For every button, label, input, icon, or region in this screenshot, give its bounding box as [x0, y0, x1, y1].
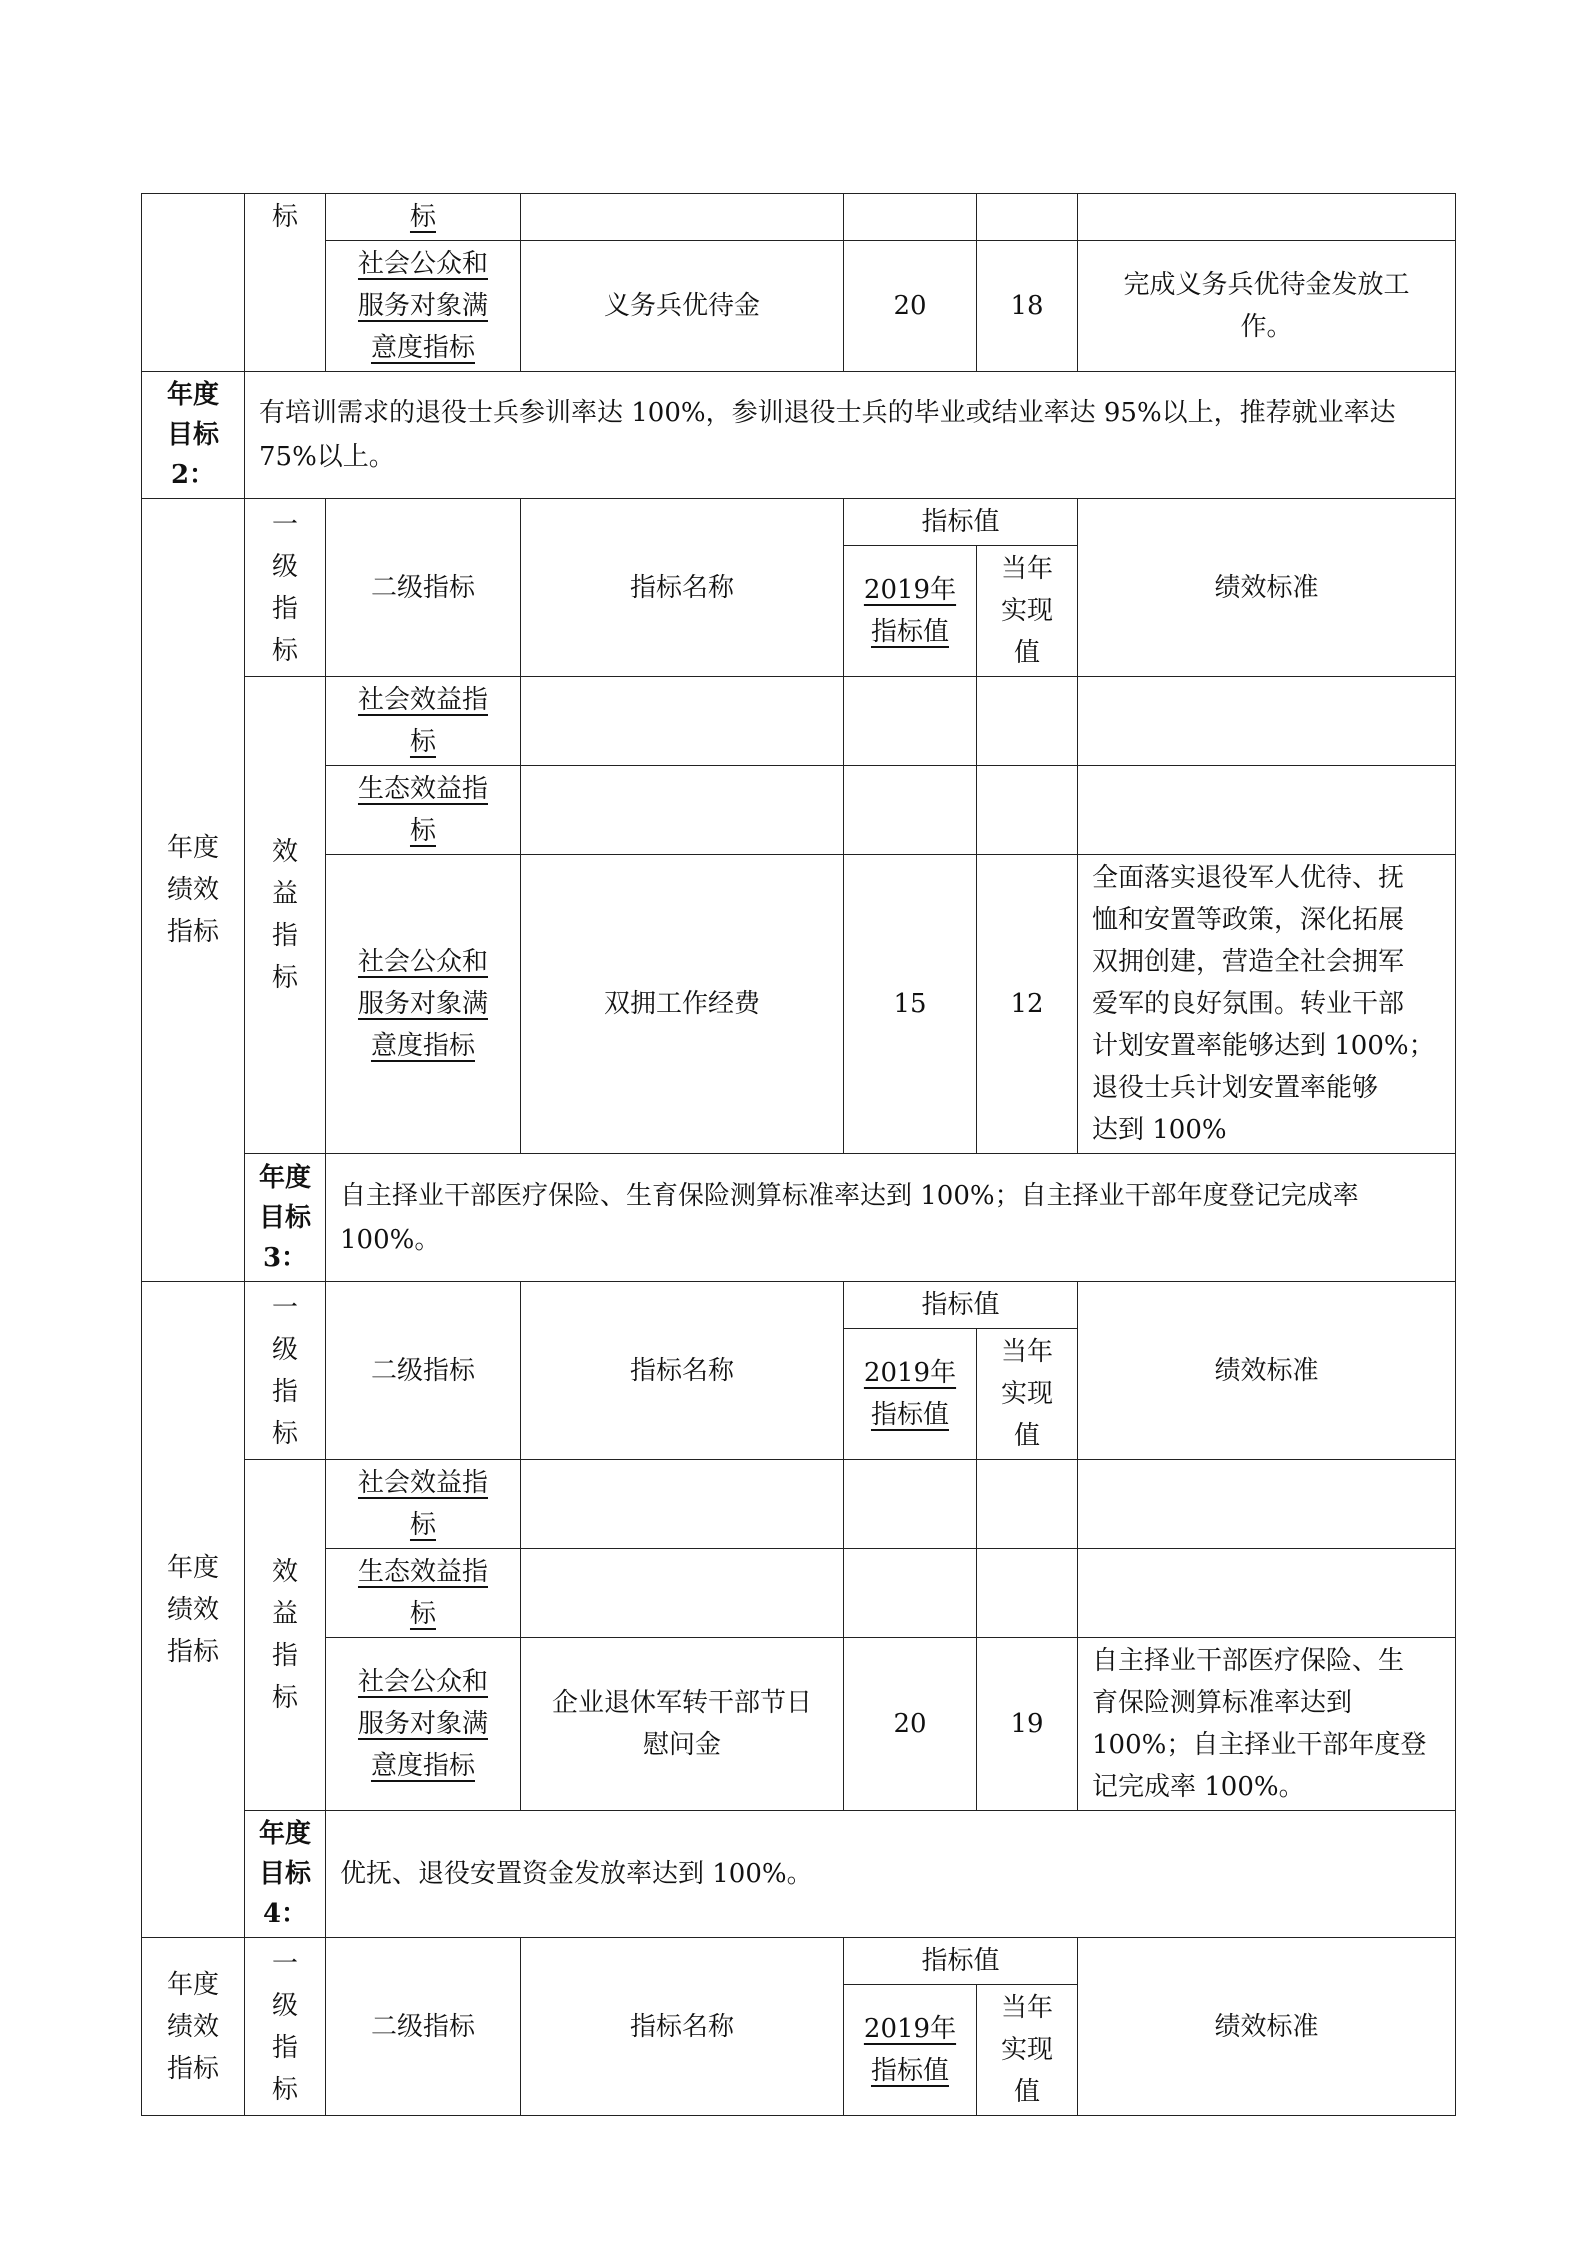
target-cell: [844, 1549, 977, 1638]
level2-cell: 社会效益指 标: [326, 1460, 521, 1549]
name-cell: [521, 766, 844, 855]
header-standard: 绩效标准: [1078, 1938, 1456, 2116]
header-row: [142, 499, 1456, 546]
actual-cell: 18: [977, 241, 1078, 372]
level2-cell: 生态效益指 标: [326, 1549, 521, 1638]
actual-cell: 12: [977, 855, 1078, 1154]
table-row: [142, 855, 1456, 1154]
standard-cell: [1078, 194, 1456, 241]
table-row: [142, 1638, 1456, 1811]
name-cell: 企业退休军转干部节日 慰问金: [521, 1638, 844, 1811]
header-level1: 一 级 指 标: [245, 499, 326, 677]
header-actual: 当年 实现 值: [977, 1985, 1078, 2116]
target-cell: [844, 766, 977, 855]
standard-cell: [1078, 677, 1456, 766]
table-row: [142, 241, 1456, 372]
level1-cell: 效 益 指 标: [245, 1460, 326, 1811]
actual-cell: [977, 766, 1078, 855]
target-cell: 20: [844, 1638, 977, 1811]
level1-cell: 效 益 指 标: [245, 677, 326, 1154]
header-standard: 绩效标准: [1078, 1282, 1456, 1460]
level1-fragment: 标: [245, 194, 326, 372]
name-cell: [521, 194, 844, 241]
goal-text: 自主择业干部医疗保险、生育保险测算标准率达到 100%；自主择业干部年度登记完成率 100%。: [326, 1154, 1456, 1282]
header-level1: 一 级 指 标: [245, 1282, 326, 1460]
header-value-group: 指标值: [844, 499, 1078, 546]
level2-cell: 生态效益指 标: [326, 766, 521, 855]
level2-cell: 社会效益指 标: [326, 677, 521, 766]
table-row: [142, 766, 1456, 855]
header-target: 2019年 指标值: [844, 1329, 977, 1460]
goal-label: 年度 目标 3：: [245, 1154, 326, 1282]
header-target: 2019年 指标值: [844, 546, 977, 677]
standard-cell: 完成义务兵优待金发放工 作。: [1078, 241, 1456, 372]
header-value-group: 指标值: [844, 1282, 1078, 1329]
actual-cell: [977, 1549, 1078, 1638]
target-cell: [844, 194, 977, 241]
table-row: [142, 1460, 1456, 1549]
table-row: [142, 1549, 1456, 1638]
table-row: [142, 194, 1456, 241]
name-cell: [521, 677, 844, 766]
header-actual: 当年 实现 值: [977, 546, 1078, 677]
standard-cell: 自主择业干部医疗保险、生 育保险测算标准率达到 100%；自主择业干部年度登 记完成率 100%。: [1078, 1638, 1456, 1811]
performance-table: [141, 193, 1456, 2116]
header-level2: 二级指标: [326, 499, 521, 677]
header-standard: 绩效标准: [1078, 499, 1456, 677]
actual-cell: [977, 1460, 1078, 1549]
header-row: [142, 1282, 1456, 1329]
actual-cell: 19: [977, 1638, 1078, 1811]
goal-label: 年度 目标 2：: [142, 372, 245, 499]
name-cell: [521, 1549, 844, 1638]
section-label: 年度 绩效 指标: [142, 1282, 245, 1938]
header-name: 指标名称: [521, 1282, 844, 1460]
target-cell: 15: [844, 855, 977, 1154]
name-cell: 义务兵优待金: [521, 241, 844, 372]
level2-cell: 社会公众和 服务对象满 意度指标: [326, 855, 521, 1154]
header-level2: 二级指标: [326, 1282, 521, 1460]
standard-cell: 全面落实退役军人优待、抚 恤和安置等政策，深化拓展 双拥创建，营造全社会拥军 爱军的良好氛围。转业干部 计划安置率能够达到 100%； 退役士兵计划安置率能够 达到 100%: [1078, 855, 1456, 1154]
header-level2: 二级指标: [326, 1938, 521, 2116]
name-cell: 双拥工作经费: [521, 855, 844, 1154]
level2-fragment: 标: [326, 194, 521, 241]
header-row: [142, 1938, 1456, 1985]
goal-row: [142, 1154, 1456, 1282]
header-name: 指标名称: [521, 499, 844, 677]
name-cell: [521, 1460, 844, 1549]
standard-cell: [1078, 766, 1456, 855]
standard-cell: [1078, 1549, 1456, 1638]
goal-label: 年度 目标 4：: [245, 1811, 326, 1938]
header-target: 2019年 指标值: [844, 1985, 977, 2116]
section-label-cell: [142, 194, 245, 372]
target-cell: [844, 677, 977, 766]
actual-cell: [977, 677, 1078, 766]
goal-row: [142, 372, 1456, 499]
goal-text: 有培训需求的退役士兵参训率达 100%，参训退役士兵的毕业或结业率达 95%以上，推荐就业率达 75%以上。: [245, 372, 1456, 499]
actual-cell: [977, 194, 1078, 241]
goal-row: [142, 1811, 1456, 1938]
header-value-group: 指标值: [844, 1938, 1078, 1985]
standard-cell: [1078, 1460, 1456, 1549]
goal-text: 优抚、退役安置资金发放率达到 100%。: [326, 1811, 1456, 1938]
level2-cell: 社会公众和 服务对象满 意度指标: [326, 1638, 521, 1811]
header-name: 指标名称: [521, 1938, 844, 2116]
section-label: 年度 绩效 指标: [142, 499, 245, 1282]
table-row: [142, 677, 1456, 766]
target-cell: 20: [844, 241, 977, 372]
level2-cell: 社会公众和 服务对象满 意度指标: [326, 241, 521, 372]
section-label: 年度 绩效 指标: [142, 1938, 245, 2116]
target-cell: [844, 1460, 977, 1549]
header-level1: 一 级 指 标: [245, 1938, 326, 2116]
header-actual: 当年 实现 值: [977, 1329, 1078, 1460]
